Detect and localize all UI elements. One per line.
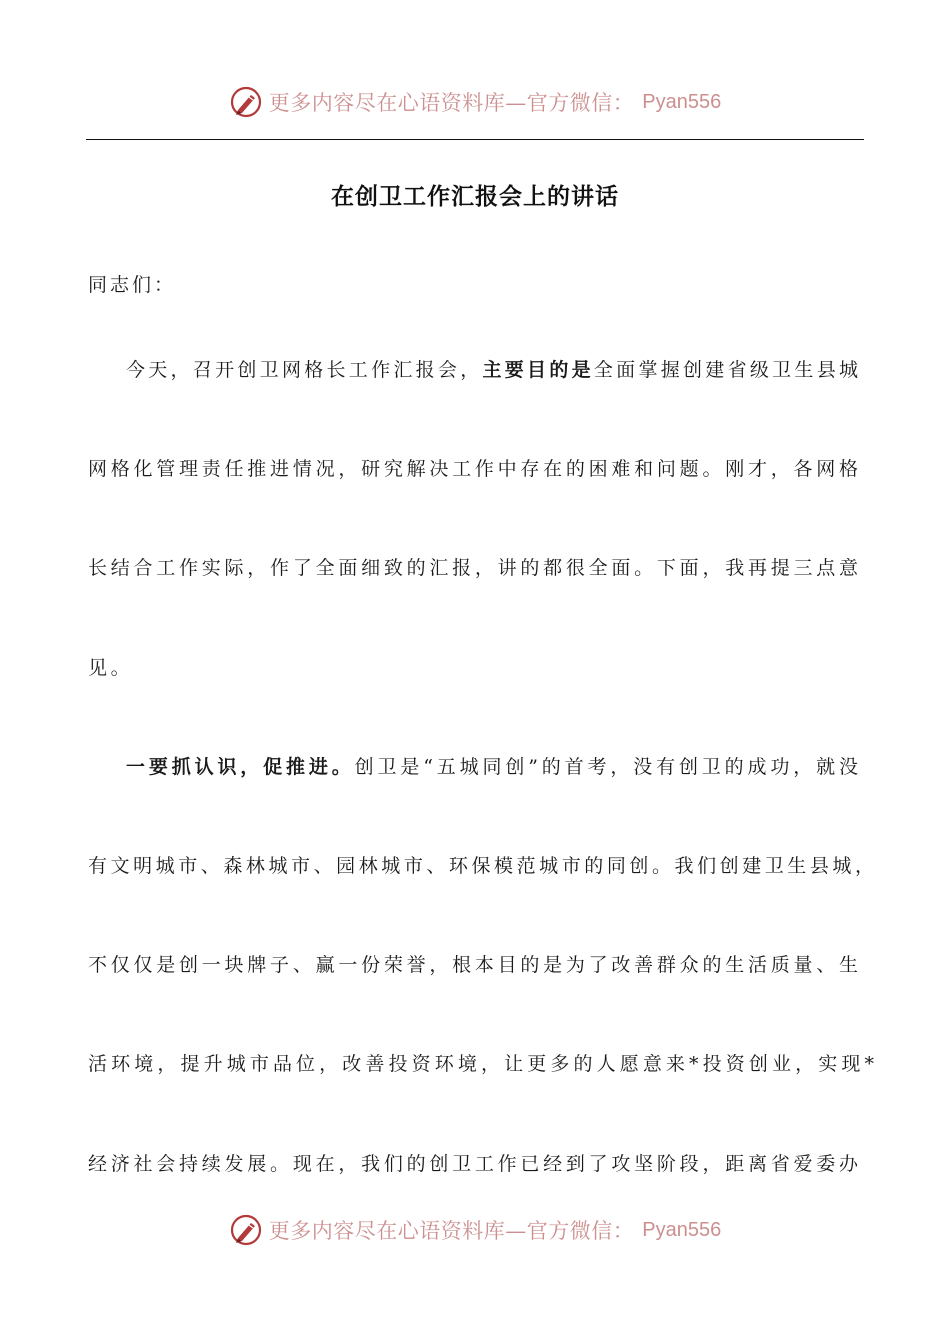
paragraph-2-line-5: 经济社会持续发展。现在，我们的创卫工作已经到了攻坚阶段，距离省爱委办 [88,1152,860,1175]
paragraph-1-line-2: 网格化管理责任推进情况，研究解决工作中存在的困难和问题。刚才，各网格 [88,458,860,481]
document-body [88,255,878,1233]
footer-banner-wechat-id: Pyan556 [642,1218,722,1241]
p1-l1-post: 全面掌握创建省级卫生县城 [593,359,860,381]
paragraph-1-line-3: 长结合工作实际，作了全面细致的汇报，讲的都很全面。下面，我再提三点意 [88,557,860,580]
document-title: 在创卫工作汇报会上的讲话 [331,183,619,210]
p1-l1-bold: 主要目的是 [482,359,594,381]
p1-l1-pre: 今天，召开创卫网格长工作汇报会， [126,359,483,381]
footer-banner [0,1208,950,1252]
footer-banner-text: 更多内容尽在心语资料库—官方微信： [268,1219,635,1243]
banner-text: 更多内容尽在心语资料库—官方微信： [268,91,635,115]
paragraph-1-line-1 [88,340,860,439]
p2-l1-post: 创卫是“五城同创”的首考，没有创卫的成功，就没 [354,755,860,778]
pen-logo-icon [229,85,263,119]
header-banner-content [229,85,721,119]
paragraph-2-line-2: 有文明城市、森林城市、园林城市、环保模范城市的同创。我们创建卫生县城， [88,854,876,877]
header-banner [0,80,950,124]
pen-logo-icon [229,1213,263,1247]
salutation: 同志们： [88,274,177,296]
footer-banner-content [229,1213,721,1247]
paragraph-2-line-1 [88,737,860,836]
header-divider [86,139,864,140]
paragraph-2-line-4: 活环境，提升城市品位，改善投资环境，让更多的人愿意来*投资创业，实现* [88,1053,876,1076]
paragraph-2-line-3: 不仅仅是创一块牌子、赢一份荣誉，根本目的是为了改善群众的生活质量、生 [88,954,860,977]
p2-l1-bold: 一要抓认识，促推进。 [126,755,355,778]
paragraph-1-line-4: 见。 [88,656,134,679]
banner-wechat-id: Pyan556 [642,90,722,113]
